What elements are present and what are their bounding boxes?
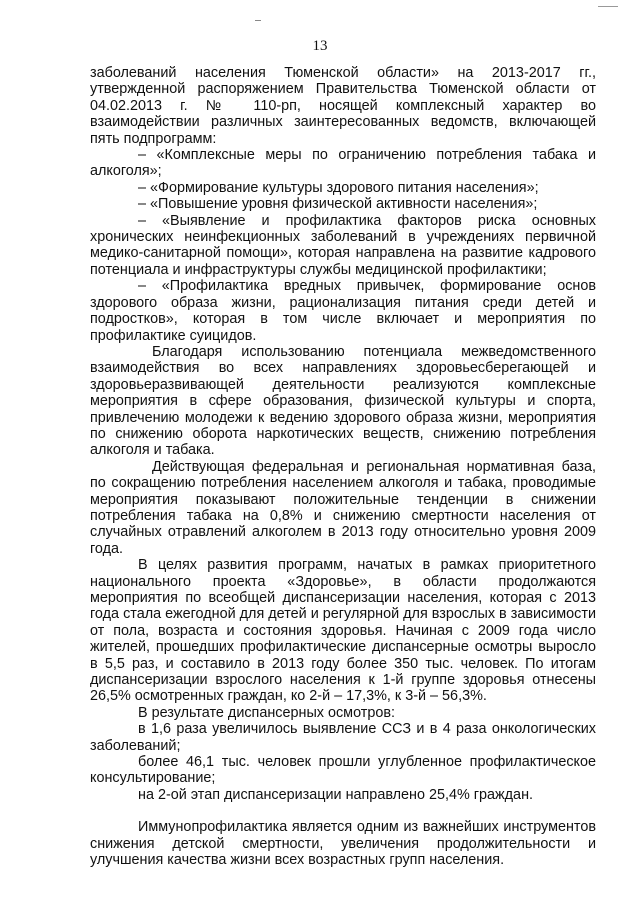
list-item: на 2-ой этап диспансеризации направлено 25,4% граждан.	[138, 786, 534, 803]
paragraph: В результате диспансерных осмотров:	[138, 704, 395, 721]
paragraph-intro: заболеваний населения Тюменской области» на 2013-2017 гг., утвержденной распоряжением Правительства Тюменской области от 04.02.2013 г. № 110-рп, носящей комплексный характер во взаимодействии различных заинтересованных ведомств, включающей пять подпрограмм:	[90, 65, 596, 147]
paragraph: В целях развития программ, начатых в рамках приоритетного национального проекта «Здоровье», в области продолжаются мероприятия по всеобщей диспансеризации населения, которая с 2013 года стала ежегодной для детей и регулярной для взрослых в зависимости от пола, возраста и состояния здоровья. Начиная с 2009 года число жителей, прошедших профилактические диспансерные осмотры выросло в 5,5 раз, и составило в 2013 году более 350 тыс. человек. По итогам диспансеризации взрослого населения к 1-й группе здоровья отнесены 26,5% осмотренных граждан, ко 2-й – 17,3%, к 3-й – 56,3%.	[90, 557, 596, 705]
list-item: – «Комплексные меры по ограничению потребления табака и алкоголя»;	[90, 147, 596, 180]
list-item: – «Повышение уровня физической активности населения»;	[138, 196, 538, 213]
list-item: в 1,6 раза увеличилось выявление ССЗ и в 4 раза онкологических заболеваний;	[90, 721, 596, 754]
scan-mark	[598, 6, 618, 7]
page-number: 13	[312, 38, 328, 54]
paragraph: Благодаря использованию потенциала межведомственного взаимодействия во всех направлениях здоровьесберегающей и здоровьеразвивающей деятельности реализуются комплексные мероприятия в сфере образования, физической культуры и спорта, привлечению молодежи к ведению здорового образа жизни, мероприятия по снижению оборота наркотических веществ, снижению потребления алкоголя и табака.	[90, 343, 596, 459]
list-item: более 46,1 тыс. человек прошли углубленное профилактическое консультирование;	[90, 754, 596, 787]
list-item: – «Выявление и профилактика факторов риска основных хронических неинфекционных заболеваний в учреждениях первичной медико-санитарной помощи», которая направлена на развитие кадрового потенциала и инфраструктуры службы медицинской профилактики;	[90, 212, 596, 278]
document-body	[90, 65, 596, 869]
list-item: – «Формирование культуры здорового питания населения»;	[138, 179, 539, 196]
list-item: – «Профилактика вредных привычек, формирование основ здорового образа жизни, рационализация питания среди детей и подростков», которая в том числе включает и мероприятия по профилактике суицидов.	[90, 278, 596, 344]
scan-mark	[255, 20, 261, 21]
paragraph: Действующая федеральная и региональная нормативная база, по сокращению потребления населением алкоголя и табака, проводимые мероприятия показывают положительные тенденции в снижении потребления табака на 0,8% и снижению смертности населения от случайных отравлений алкоголем в 2013 году относительно уровня 2009 года.	[90, 458, 596, 557]
paragraph: Иммунопрофилактика является одним из важнейших инструментов снижения детской смертности, увеличения продолжительности и улучшения качества жизни всех возрастных групп населения.	[90, 819, 596, 869]
